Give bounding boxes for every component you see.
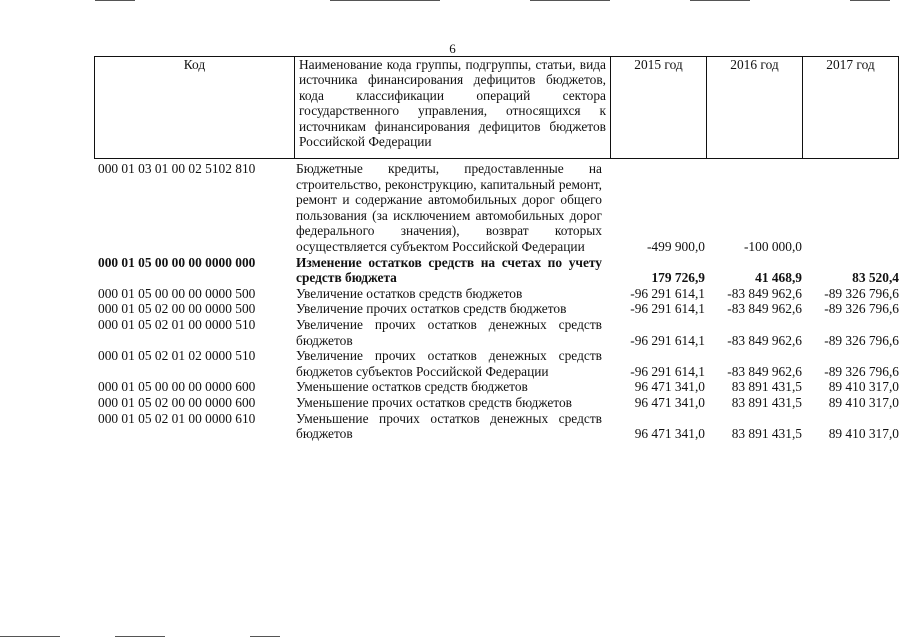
row-value-2017: -89 326 796,6 [824,332,899,348]
row-value-2016: 83 891 431,5 [731,426,802,442]
scan-artifact-line [330,0,440,1]
table-body [98,161,899,442]
row-value-2017: 83 520,4 [852,270,899,286]
row-value-2017: -89 326 796,6 [824,363,899,379]
row-value-2016: 83 891 431,5 [731,394,802,410]
row-value-2016: -83 849 962,6 [727,301,802,317]
scan-artifact-line [115,636,165,637]
table-row [98,301,899,317]
row-value-2015: -96 291 614,1 [630,301,705,317]
header-year-2015: 2015 год [611,57,707,159]
scan-artifact-line [850,0,890,1]
row-value-2016: 83 891 431,5 [731,379,802,395]
row-name: Уменьшение прочих остатков денежных средств бюджетов [296,410,602,442]
row-value-2015: -96 291 614,1 [630,332,705,348]
row-code: 000 01 05 02 00 00 0000 600 [98,394,256,410]
scan-artifact-line [0,636,60,637]
row-value-2017: 89 410 317,0 [828,426,899,442]
row-name: Увеличение прочих остатков средств бюджетов [296,301,567,317]
scan-artifact-line [690,0,750,1]
row-name: Изменение остатков средств на счетах по учету средств бюджета [296,254,602,286]
row-name: Бюджетные кредиты, предоставленные на строительство, реконструкцию, капитальный ремонт, ремонт и содержание автомобильных дорог общего пользования (за исключением автомобильных дорог федерального значения), возврат которых осуществляется субъектом Российской Федерации [296,161,602,254]
row-value-2015: 96 471 341,0 [634,394,705,410]
row-value-2015: -499 900,0 [646,238,705,254]
table-row [98,317,899,348]
row-value-2015: -96 291 614,1 [630,285,705,301]
scan-artifact-line [530,0,610,1]
table-row [98,348,899,379]
header-row [95,57,899,159]
row-value-2016: -83 849 962,6 [727,332,802,348]
row-value-2015: 96 471 341,0 [634,379,705,395]
row-value-2015: 179 726,9 [651,270,705,286]
table-header [94,56,899,159]
row-code: 000 01 05 02 01 00 0000 510 [98,316,256,332]
row-name: Уменьшение остатков средств бюджетов [296,379,528,395]
table-row [98,379,899,395]
table-row [98,255,899,286]
row-code: 000 01 05 00 00 00 0000 600 [98,379,256,395]
row-value-2016: -83 849 962,6 [727,363,802,379]
row-code: 000 01 05 00 00 00 0000 500 [98,285,256,301]
row-name: Увеличение прочих остатков денежных средств бюджетов [296,316,602,348]
row-code: 000 01 05 02 01 02 0000 510 [98,348,256,364]
row-name: Уменьшение прочих остатков средств бюджетов [296,394,572,410]
table-row [98,161,899,255]
row-value-2017: -89 326 796,6 [824,285,899,301]
table-row [98,286,899,302]
scan-artifact-line [95,0,135,1]
row-name: Увеличение прочих остатков денежных средств бюджетов субъектов Российской Федерации [296,348,602,379]
row-code: 000 01 05 02 01 00 0000 610 [98,410,256,426]
row-value-2015: -96 291 614,1 [630,363,705,379]
row-value-2017: 89 410 317,0 [828,394,899,410]
row-value-2015: 96 471 341,0 [634,426,705,442]
header-code: Код [95,57,295,159]
row-code: 000 01 05 00 00 00 0000 000 [98,254,256,270]
table-row [98,411,899,442]
header-year-2017: 2017 год [803,57,899,159]
row-value-2017: -89 326 796,6 [824,301,899,317]
row-value-2016: -83 849 962,6 [727,285,802,301]
scan-artifact-line [250,636,280,637]
row-value-2016: 41 468,9 [755,270,802,286]
header-name: Наименование кода группы, подгруппы, статьи, вида источника финансирования дефицитов бюджетов, кода классификации операций сектора государственного управления, относящихся к источникам финансирования дефицитов бюджетов Российской Федерации [295,57,611,159]
row-code: 000 01 05 02 00 00 0000 500 [98,301,256,317]
table-row [98,395,899,411]
row-code: 000 01 03 01 00 02 5102 810 [98,161,256,176]
row-name: Увеличение остатков средств бюджетов [296,285,523,301]
page-number: 6 [449,41,456,56]
header-year-2016: 2016 год [707,57,803,159]
row-value-2016: -100 000,0 [743,238,802,254]
row-value-2017: 89 410 317,0 [828,379,899,395]
row-value-2017 [802,161,899,255]
